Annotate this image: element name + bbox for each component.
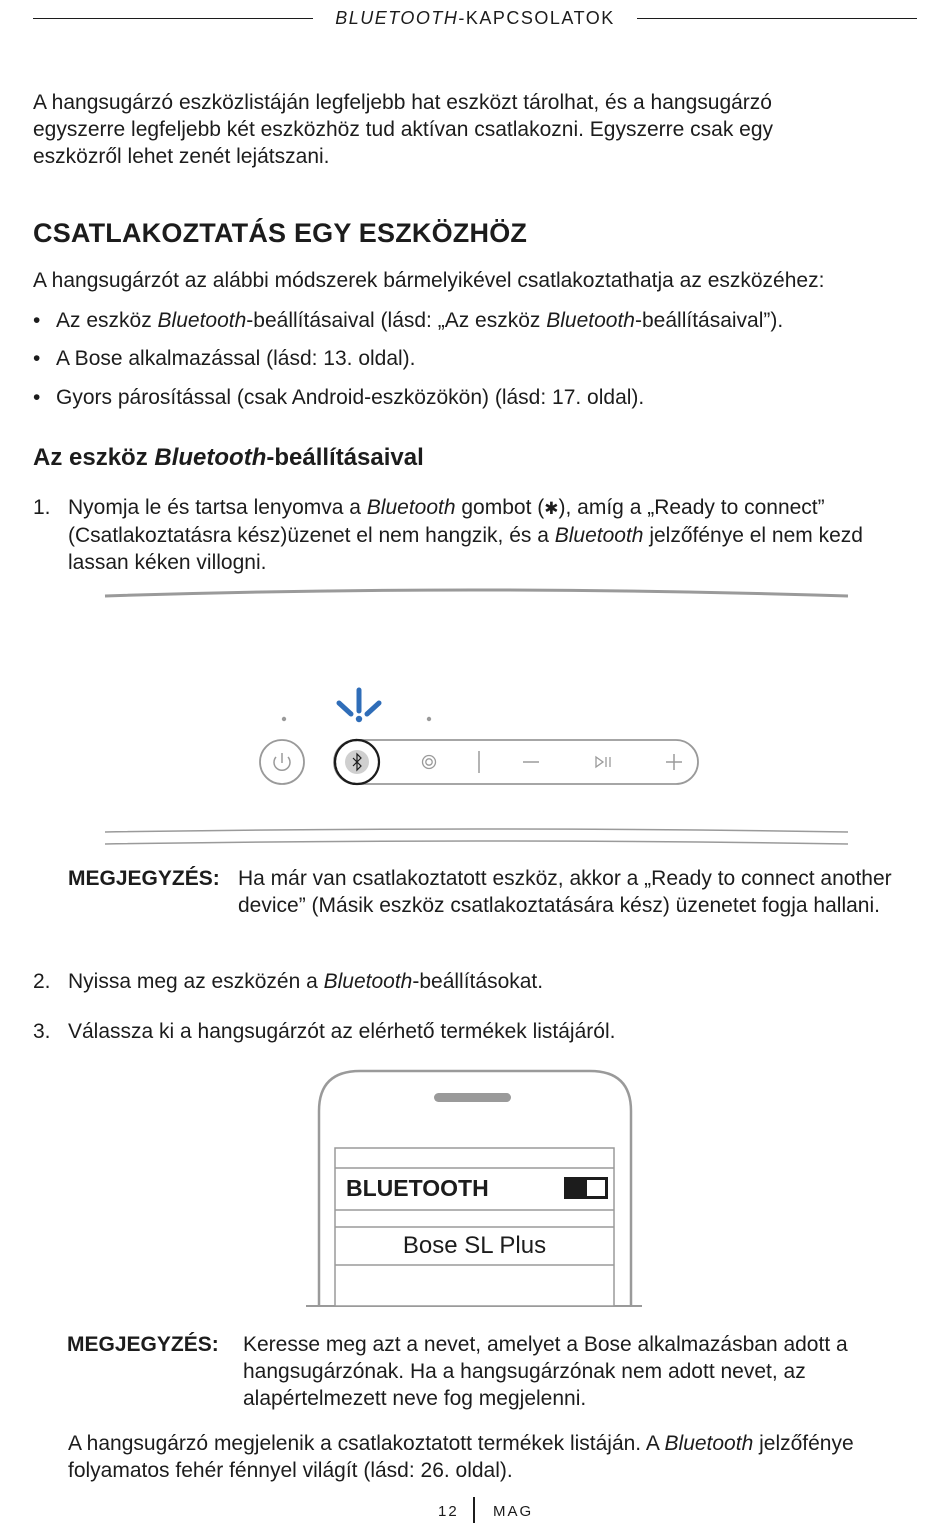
page-number: 12 bbox=[438, 1503, 459, 1520]
subsection-title: Az eszköz Bluetooth-beállításaival bbox=[33, 444, 424, 471]
bullet-item-3: • Gyors párosítással (csak Android-eszközökön) (lásd: 17. oldal). bbox=[33, 386, 645, 409]
header-title-italic: BLUETOOTH bbox=[335, 8, 459, 28]
bullet-item-2: • A Bose alkalmazással (lásd: 13. oldal). bbox=[33, 347, 416, 370]
speaker-illustration bbox=[0, 580, 950, 850]
language-code: MAG bbox=[493, 1503, 534, 1520]
step-3 bbox=[33, 1018, 923, 1046]
bullet-dot: • bbox=[33, 347, 41, 370]
bullet-dot: • bbox=[33, 309, 41, 332]
closing-paragraph: A hangsugárzó megjelenik a csatlakoztatott termékek listáján. A Bluetooth jelzőfénye folyamatos fehér fénnyel világít (lásd: 26. oldal). bbox=[68, 1432, 854, 1482]
bluetooth-button-drawing bbox=[335, 740, 379, 784]
step-1 bbox=[33, 494, 923, 576]
note-1 bbox=[68, 865, 928, 947]
section-title: CSATLAKOZTATÁS EGY ESZKÖZHÖZ bbox=[33, 218, 528, 248]
step-number: 3. bbox=[33, 1020, 51, 1043]
step-2 bbox=[33, 968, 923, 996]
bluetooth-icon: ✱ bbox=[544, 499, 559, 518]
phone-bluetooth-label: BLUETOOTH bbox=[346, 1175, 489, 1201]
note-label: MEGJEGYZÉS: bbox=[68, 867, 220, 890]
step-text: Válassza ki a hangsugárzót az elérhető termékek listájáról. bbox=[68, 1020, 616, 1043]
bullet-dot: • bbox=[33, 386, 41, 409]
power-indicator-light bbox=[282, 717, 286, 721]
note-label: MEGJEGYZÉS: bbox=[67, 1333, 219, 1356]
note-text: Keresse meg azt a nevet, amelyet a Bose alkalmazásban adott a hangsugárzónak. Ha a hangsugárzónak nem adott nevet, az alapértelmezett neve fog megjelenni. bbox=[243, 1333, 848, 1410]
step-number: 2. bbox=[33, 970, 51, 993]
status-indicator-light bbox=[427, 717, 431, 721]
phone-speaker-slot bbox=[434, 1093, 511, 1102]
power-button-drawing bbox=[260, 740, 304, 784]
step-text: Nyomja le és tartsa lenyomva a Bluetooth gombot (✱), amíg a „Ready to connect” (Csatlakoztatásra kész)üzenet el nem hangzik, és a Bluetooth jelzőfénye el nem kezd lassan kéken villogni. bbox=[68, 496, 863, 574]
speaker-top-outline bbox=[105, 590, 848, 596]
section-lead: A hangsugárzót az alábbi módszerek bármelyikével csatlakoztathatja az eszközéhez: bbox=[33, 269, 825, 292]
speaker-bottom-line bbox=[105, 829, 848, 832]
note-2 bbox=[67, 1331, 927, 1413]
bluetooth-blink-icon bbox=[339, 690, 379, 722]
speaker-bottom-line bbox=[105, 841, 848, 844]
phone-device-name: Bose SL Plus bbox=[402, 1232, 547, 1259]
page-header bbox=[0, 8, 950, 29]
step-number: 1. bbox=[33, 496, 51, 519]
intro-paragraph: A hangsugárzó eszközlistáján legfeljebb hat eszközt tárolhat, és a hangsugárzó egyszerre legfeljebb két eszközhöz tud aktívan csatlakozni. Egyszerre csak egy eszközről lehet zenét lejátszani. bbox=[33, 91, 774, 168]
control-bar-drawing bbox=[334, 740, 698, 784]
header-title-rest: -KAPCSOLATOK bbox=[458, 8, 615, 28]
step-text: Nyissa meg az eszközén a Bluetooth-beállításokat. bbox=[68, 970, 544, 993]
footer-divider bbox=[473, 1497, 475, 1523]
bullet-item-1: • Az eszköz Bluetooth-beállításaival (lásd: „Az eszköz Bluetooth-beállításaival”). bbox=[33, 309, 784, 332]
note-text: Ha már van csatlakoztatott eszköz, akkor a „Ready to connect another device” (Másik eszköz csatlakoztatására kész) üzenetet fogja hallani. bbox=[238, 867, 892, 917]
